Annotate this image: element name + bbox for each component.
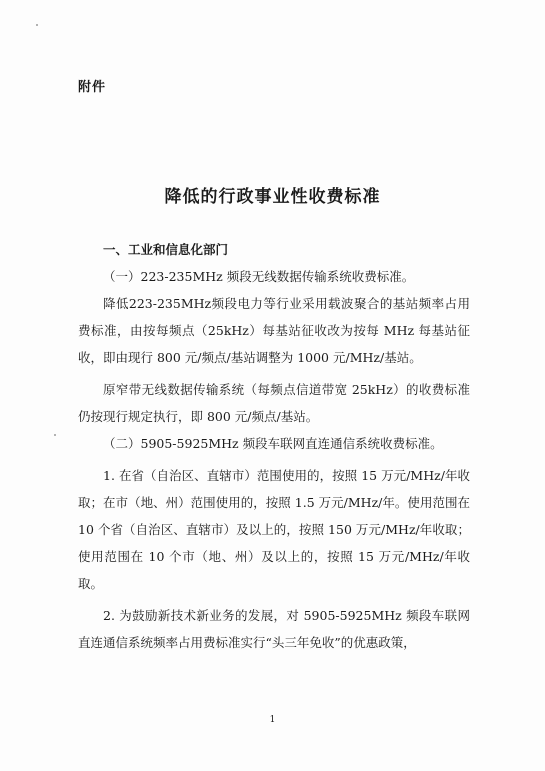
attachment-label: 附件 — [78, 80, 107, 95]
subsection-heading: （一）223-235MHz 频段无线数据传输系统收费标准。 — [103, 269, 415, 284]
scan-speck — [54, 434, 56, 436]
subsection-heading: （二）5905-5925MHz 频段车联网直连通信系统收费标准。 — [103, 436, 443, 451]
body-paragraph: 原窄带无线数据传输系统（每频点信道带宽 25kHz）的收费标准仍按现行规定执行，即 800 元/频点/基站。 — [78, 382, 470, 424]
body-paragraph: 2. 为鼓励新技术新业务的发展，对 5905-5925MHz 频段车联网直连通信系统频率占用费标准实行“头三年免收”的优惠政策， — [78, 608, 470, 650]
section-heading: 一、工业和信息化部门 — [103, 242, 229, 257]
body-paragraph: 1. 在省（自治区、直辖市）范围使用的，按照 15 万元/MHz/年收取；在市（地、州）范围使用的，按照 1.5 万元/MHz/年。使用范围在 10 个省（自治区、直辖市）及以上的，按照 150 万元/MHz/年收取；使用范围在 10 个市（地、州）及以上的，按照 15 万元/MHz/年收取。 — [78, 468, 470, 591]
page-number: 1 — [269, 715, 276, 725]
scan-speck — [36, 24, 38, 26]
document-body — [78, 236, 470, 656]
body-paragraph: 降低223-235MHz频段电力等行业采用载波聚合的基站频率占用费标准，由按每频点（25kHz）每基站征收改为按每 MHz 每基站征收，即由现行 800 元/频点/基站调整为 1000 元/MHz/基站。 — [78, 296, 470, 365]
document-title: 降低的行政事业性收费标准 — [164, 187, 381, 207]
